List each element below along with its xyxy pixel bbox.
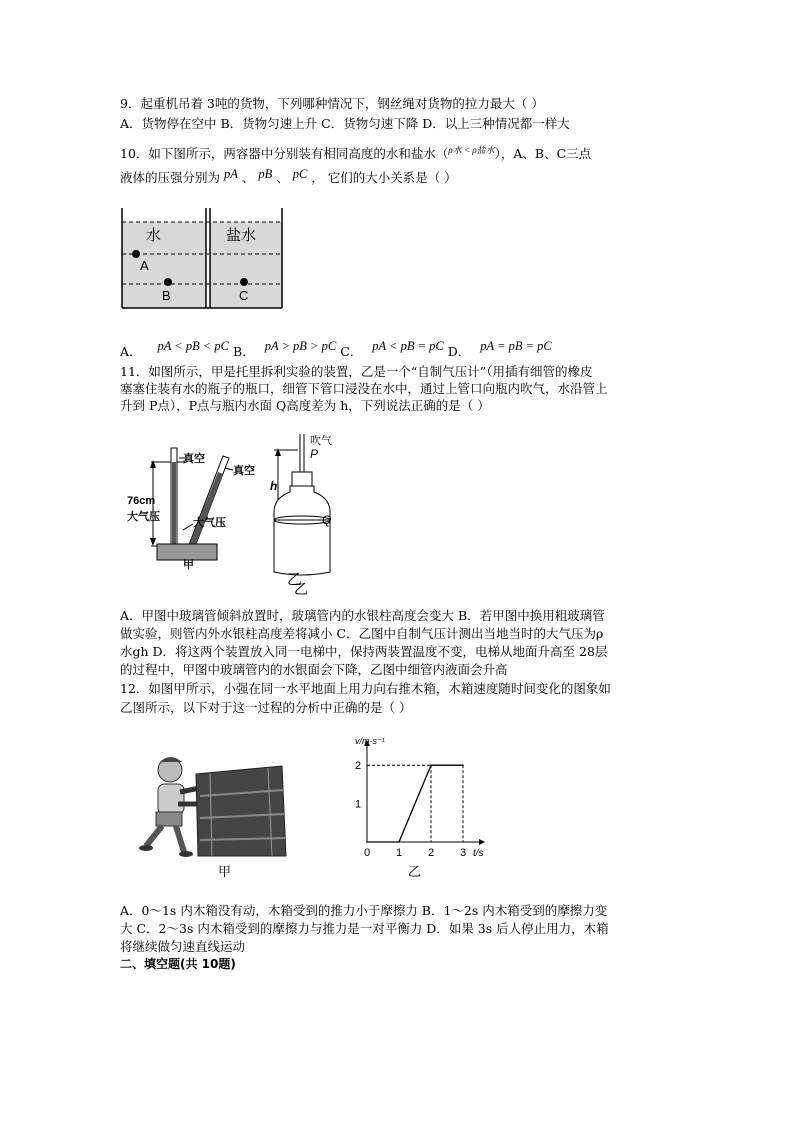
- data-point: [430, 764, 432, 766]
- q10-opt-c-eq: pA < pB = pC: [372, 339, 444, 353]
- x-tick-label: 2: [428, 847, 435, 859]
- q10-opt-a-eq: pA < pB < pC: [157, 339, 230, 353]
- point-a-label: A: [140, 258, 149, 273]
- q10-density-relation: ρ水 < ρ盐水: [448, 145, 495, 155]
- point-c-dot: [240, 278, 248, 286]
- q10-opt-b: B．: [233, 344, 255, 359]
- y-tick-label: 2: [355, 760, 362, 773]
- point-b-label: B: [162, 288, 171, 303]
- atm-label-left: 大气压: [127, 511, 160, 523]
- q12-stem-line2: 乙图所示，以下对于这一过程的分析中正确的是（ ）: [120, 700, 412, 715]
- q10-stem2-b: ， 它们的大小关系是（ ）: [311, 170, 457, 185]
- q11-torricelli-figure: [125, 444, 278, 571]
- point-q-label: Q: [322, 513, 332, 527]
- q10-stem-line2: [120, 167, 457, 186]
- q12-jia-caption: 甲: [218, 864, 232, 879]
- point-c-label: C: [239, 288, 249, 303]
- q12-stem-line1: 12．如图甲所示，小强在同一水平地面上用力向右推木箱，木箱速度随时间变化的图象如: [120, 681, 611, 696]
- q12-options-line3: 将继续做匀速直线运动: [120, 939, 246, 954]
- q10-stem-a: 10．如下图所示，两容器中分别装有相同高度的水和盐水（: [120, 146, 449, 161]
- q10-stem-line1: [120, 146, 591, 163]
- h-label: h: [270, 479, 278, 493]
- q12-options-line1: A．0～1s 内木箱没有动，木箱受到的推力小于摩擦力 B．1～2s 内木箱受到的摩擦力变: [120, 903, 608, 918]
- q11-options-line1: A．甲图中玻璃管倾斜放置时，玻璃管内的水银柱高度会变大 B．若甲图中换用粗玻璃管: [120, 608, 605, 623]
- vacuum-label-2: 真空: [233, 465, 255, 477]
- q10-options: [120, 338, 552, 359]
- q11-options-line4: 的过程中，甲图中玻璃管内的水银面会下降，乙图中细管内液面会升高: [120, 662, 508, 677]
- q10-opt-d-eq: pA = pB = pC: [480, 339, 552, 353]
- q11-stem-line2: 塞塞住装有水的瓶子的瓶口，细管下管口浸没在水中，通过上管口向瓶内吹气，水沿管上: [120, 381, 608, 396]
- data-point: [462, 764, 464, 766]
- q12-velocity-time-chart: [345, 738, 485, 868]
- data-point: [398, 841, 400, 843]
- y-axis-label: v/m·s⁻¹: [355, 736, 385, 746]
- height-76cm-label: 76cm: [127, 495, 156, 507]
- q10-sep1: 、: [241, 170, 255, 185]
- x-axis-label: t/s: [473, 848, 484, 859]
- blow-label: 吹气: [310, 435, 332, 447]
- point-p-label: P: [310, 447, 319, 461]
- x-tick-label: 1: [396, 847, 403, 859]
- q11-options-line2: 做实验，则管内外水银柱高度差将减小 C．乙图中自制气压计测出当地当时的大气压为ρ: [120, 626, 604, 641]
- velocity-series-line: [367, 765, 463, 842]
- q10-opt-b-eq: pA > pB > pC: [264, 339, 337, 353]
- q10-opt-c: C．: [340, 344, 363, 359]
- q10-brine-label: 盐水: [226, 227, 257, 244]
- q10-pa: pA: [224, 167, 238, 181]
- q12-boy-pushing-crate-figure: [140, 748, 300, 878]
- q10-sep2: 、: [276, 170, 289, 185]
- q9-stem: 9．起重机吊着 3吨的货物，下列哪种情况下，钢丝绳对货物的拉力最大（ ）: [120, 96, 544, 111]
- y-tick-label: 1: [355, 798, 362, 811]
- q11-options-line3: 水gh D．将这两个装置放入同一电梯中，保持两装置温度不变，电梯从地面升高至 28层: [120, 644, 608, 659]
- point-a-dot: [132, 250, 140, 258]
- atm-label-right: 大气压: [193, 517, 226, 529]
- point-b-dot: [164, 278, 172, 286]
- q9-options: A．货物停在空中 B．货物匀速上升 C．货物匀速下降 D．以上三种情况都一样大: [120, 116, 570, 131]
- q10-container-figure: [118, 206, 288, 312]
- q10-water-label: 水: [146, 227, 162, 244]
- section2-heading: 二、填空题(共 10题): [120, 957, 236, 971]
- data-point: [366, 841, 368, 843]
- x-tick-label: 3: [460, 847, 467, 859]
- q10-pb: pB: [258, 167, 273, 181]
- q10-opt-d: D．: [447, 344, 471, 359]
- q12-options-line2: 大 C．2～3s 内木箱受到的摩擦力与推力是一对平衡力 D．如果 3s 后人停止用力，木箱: [120, 921, 609, 936]
- q11-yi-caption: 乙: [287, 571, 303, 588]
- vacuum-label-1: 真空: [183, 453, 205, 465]
- q11-barometer-figure: [266, 432, 346, 597]
- yi-label: 乙: [294, 581, 308, 597]
- q10-pc: pC: [292, 167, 308, 181]
- x-tick-label: 0: [364, 847, 371, 859]
- q12-yi-caption: 乙: [408, 864, 422, 879]
- x-axis-arrow: [479, 839, 485, 845]
- q10-stem2-a: 液体的压强分别为: [120, 170, 221, 185]
- q11-stem-line1: 11．如图所示，甲是托里拆利实验的装置，乙是一个“自制气压计”（用插有细管的橡皮: [120, 364, 593, 379]
- q11-stem-line3: 升到 P点），P点与瓶内水面 Q高度差为 h，下列说法正确的是（ ）: [120, 398, 490, 413]
- jia-label: 甲: [183, 559, 194, 571]
- q10-stem-b: ），A、B、C三点: [494, 146, 592, 161]
- q10-opt-a: A．: [120, 344, 142, 359]
